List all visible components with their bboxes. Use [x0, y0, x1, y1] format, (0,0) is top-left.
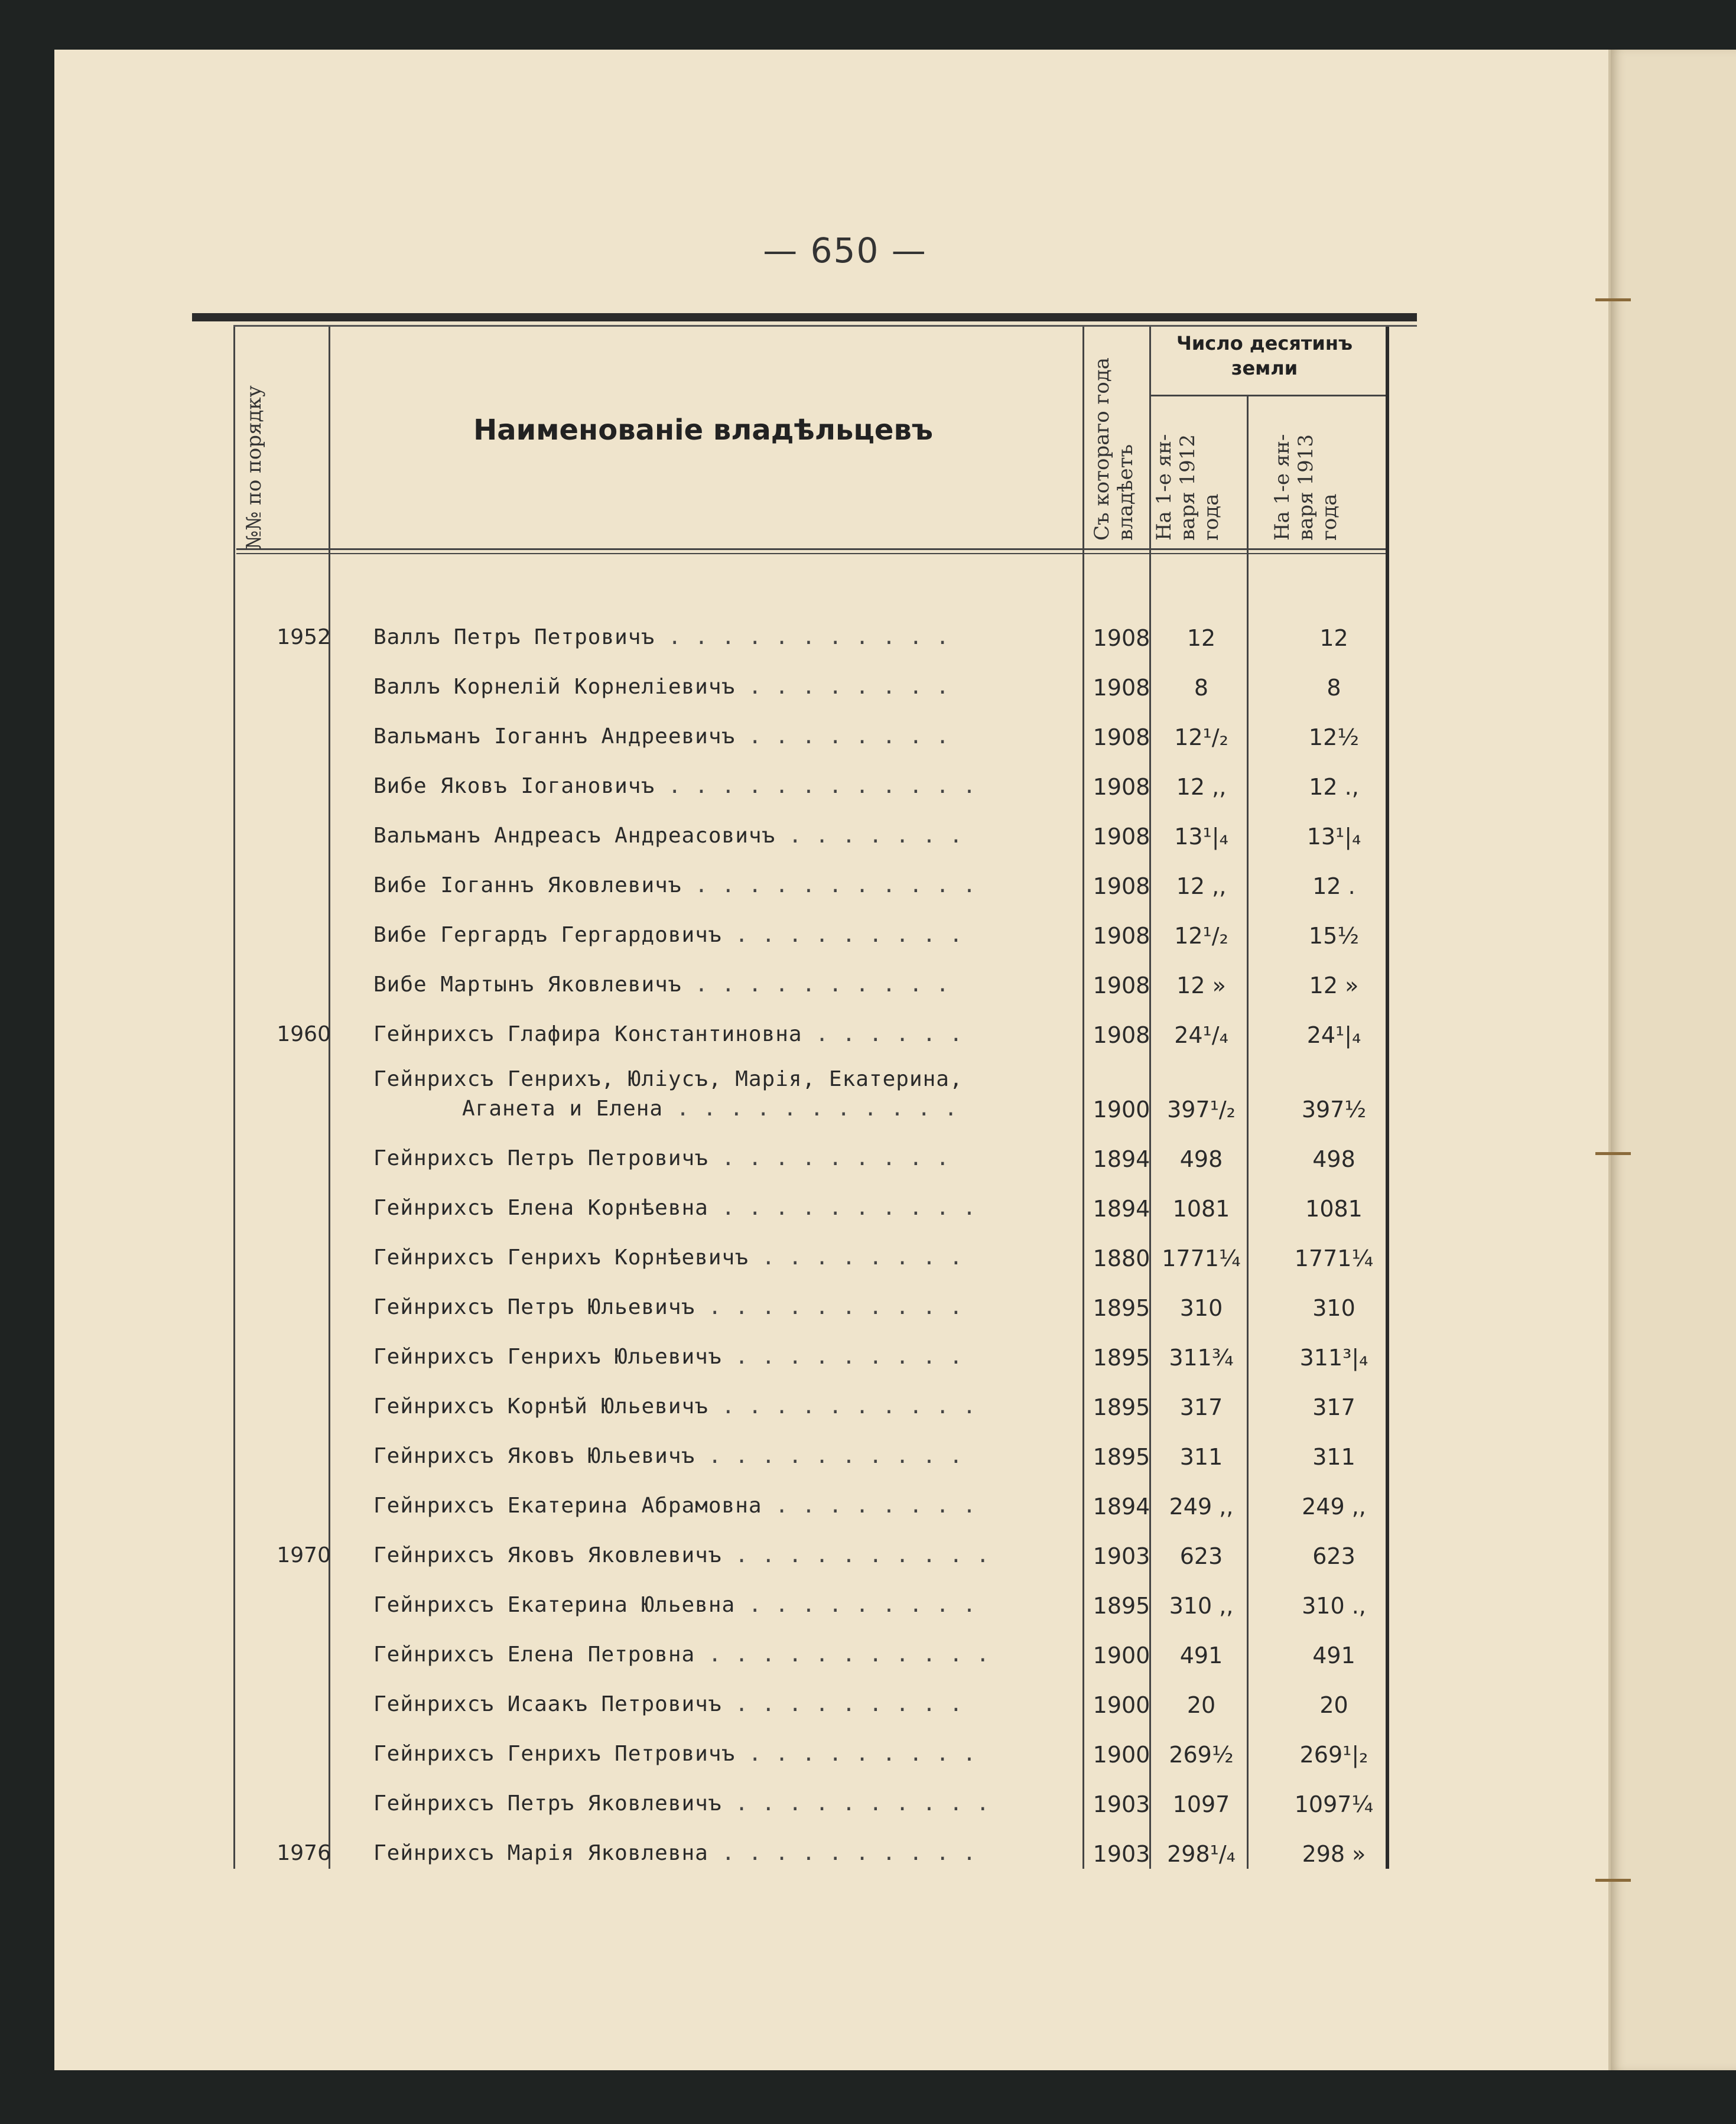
- owner-name-cell: [373, 873, 1071, 897]
- land-1912: 298¹/₄: [1167, 1841, 1236, 1867]
- owned-since-year: 1908: [1093, 972, 1150, 998]
- owner-name-cell: [373, 1742, 1071, 1766]
- owned-since-year: 1895: [1093, 1444, 1150, 1470]
- leader-dots: . . . . . . . . . .: [708, 1196, 977, 1220]
- header-since-line2: владѣетъ: [1114, 444, 1137, 541]
- owner-name-cell: [373, 1543, 1071, 1567]
- leader-dots: . . . . . . . . .: [721, 923, 963, 947]
- group-header-rule: [1149, 395, 1386, 396]
- land-1913: 1097¼: [1294, 1791, 1374, 1817]
- owner-name: Гейнрихсъ Генрихъ, Юліусъ, Марія, Екатерина,: [373, 1067, 963, 1091]
- owned-since-year: 1880: [1093, 1245, 1150, 1271]
- land-1912: 623: [1179, 1543, 1223, 1569]
- land-1913: 24¹|₄: [1306, 1022, 1361, 1048]
- col-divider-1912: [1247, 396, 1249, 1869]
- owner-name: Вибе Яковъ Іогановичъ: [373, 774, 655, 798]
- land-1912: 12: [1186, 625, 1216, 651]
- owner-name-cell: [373, 1841, 1071, 1865]
- land-1912: 317: [1179, 1394, 1223, 1420]
- header-jan1913-line3: года: [1318, 493, 1341, 541]
- owned-since-year: 1895: [1093, 1593, 1150, 1619]
- owner-name-cell: [373, 824, 1071, 848]
- owned-since-year: 1908: [1093, 774, 1150, 800]
- owner-name-cell: [373, 774, 1071, 798]
- land-1913: 298 »: [1302, 1841, 1366, 1867]
- land-1912: 397¹/₂: [1167, 1097, 1236, 1123]
- page-number: — 650 —: [763, 230, 927, 271]
- leader-dots: . . . . . . . . .: [721, 1692, 963, 1716]
- leader-dots: . . . . . . . . . . . .: [655, 774, 977, 798]
- owner-name: Гейнрихсъ Глафира Константиновна: [373, 1022, 802, 1046]
- leader-dots: . . . . . . . . . . .: [695, 1642, 990, 1667]
- owned-since-year: 1908: [1093, 923, 1150, 949]
- owner-name-cell: [373, 1692, 1071, 1716]
- owner-name: Валлъ Петръ Петровичъ: [373, 625, 655, 649]
- leader-dots: . . . . . . . .: [735, 724, 950, 749]
- leader-dots: . . . . . . . . .: [721, 1345, 963, 1369]
- owner-name-line2: Аганета и Елена: [462, 1097, 664, 1121]
- owned-since-year: 1908: [1093, 824, 1150, 850]
- land-1912: 269½: [1169, 1742, 1234, 1768]
- owner-name-cell: [373, 1295, 1071, 1319]
- owned-since-year: 1894: [1093, 1494, 1150, 1520]
- owned-since-year: 1908: [1093, 675, 1150, 701]
- header-jan1912-line3: года: [1199, 493, 1223, 541]
- owner-name: Валлъ Корнелій Корнеліевичъ: [373, 675, 736, 699]
- owned-since-year: 1900: [1093, 1097, 1150, 1123]
- owned-since-year: 1908: [1093, 625, 1150, 651]
- binding-clip: [1595, 1152, 1631, 1155]
- leader-dots: . . . . . .: [802, 1022, 963, 1046]
- land-1912: 12 ,,: [1176, 774, 1227, 800]
- land-1913: 12 .: [1312, 873, 1355, 899]
- owner-name: Вибе Гергардъ Гергардовичъ: [373, 923, 722, 947]
- owner-name-cell: [373, 972, 1071, 997]
- leader-dots: . . . . . . . . . .: [708, 1841, 977, 1865]
- owner-name-cell: [373, 1791, 1071, 1816]
- owner-name-cell: [373, 1196, 1071, 1220]
- owned-since-year: 1903: [1093, 1841, 1150, 1867]
- col-divider-number: [329, 327, 330, 1869]
- leader-dots: . . . . . . . .: [762, 1494, 977, 1518]
- owner-name: Гейнрихсъ Яковъ Яковлевичъ: [373, 1543, 722, 1567]
- owner-name: Гейнрихсъ Марія Яковлевна: [373, 1841, 708, 1865]
- owned-since-year: 1908: [1093, 873, 1150, 899]
- owner-name: Вибе Іоганнъ Яковлевичъ: [373, 873, 682, 897]
- header-since: [1090, 357, 1137, 541]
- owner-name: Гейнрихсъ Петръ Петровичъ: [373, 1146, 708, 1170]
- binding-clip: [1595, 298, 1631, 301]
- land-1913: 269¹|₂: [1299, 1742, 1368, 1768]
- land-1913: 249 ,,: [1302, 1494, 1366, 1520]
- owner-name: Вальманъ Іоганнъ Андреевичъ: [373, 724, 736, 749]
- owned-since-year: 1908: [1093, 724, 1150, 750]
- owner-name-cell: [373, 1494, 1071, 1518]
- header-jan1913-line1: На 1-е ян-: [1270, 434, 1294, 541]
- owner-name: Гейнрихсъ Елена Корнѣевна: [373, 1196, 708, 1220]
- owner-name: Гейнрихсъ Екатерина Юльевна: [373, 1593, 736, 1617]
- header-land-group: [1149, 331, 1380, 380]
- header-jan1912-line2: варя 1912: [1176, 434, 1199, 541]
- row-number: 1960: [277, 1022, 331, 1046]
- leader-dots: . . . . . . . . .: [708, 1146, 950, 1170]
- header-number: №№ по порядку: [242, 385, 266, 549]
- owner-name: Гейнрихсъ Корнѣй Юльевичъ: [373, 1394, 708, 1419]
- owner-name: Гейнрихсъ Яковъ Юльевичъ: [373, 1444, 695, 1468]
- owner-name-cell: [373, 1394, 1071, 1419]
- land-1912: 12¹/₂: [1174, 724, 1228, 750]
- leader-dots: . . . . . . . . . .: [721, 1543, 990, 1567]
- land-1912: 12 »: [1176, 972, 1226, 998]
- owner-name: Гейнрихсъ Генрихъ Петровичъ: [373, 1742, 736, 1766]
- header-bottom-rule: [236, 548, 1386, 550]
- land-1912: 491: [1179, 1642, 1223, 1668]
- owner-name: Гейнрихсъ Генрихъ Юльевичъ: [373, 1345, 722, 1369]
- binding-clip: [1595, 1879, 1631, 1882]
- leader-dots: . . . . . . . . .: [735, 1742, 977, 1766]
- land-1913: 12½: [1308, 724, 1360, 750]
- land-1913: 1081: [1305, 1196, 1363, 1222]
- land-1913: 12: [1319, 625, 1348, 651]
- land-1912: 498: [1179, 1146, 1223, 1172]
- land-1912: 311¾: [1169, 1345, 1234, 1371]
- leader-dots: . . . . . . . .: [735, 675, 950, 699]
- owned-since-year: 1908: [1093, 1022, 1150, 1048]
- land-1912: 310: [1179, 1295, 1223, 1321]
- owned-since-year: 1903: [1093, 1791, 1150, 1817]
- owner-name: Гейнрихсъ Петръ Яковлевичъ: [373, 1791, 722, 1816]
- owned-since-year: 1900: [1093, 1642, 1150, 1668]
- land-1912: 12¹/₂: [1174, 923, 1228, 949]
- owned-since-year: 1903: [1093, 1543, 1150, 1569]
- row-number: 1970: [277, 1543, 331, 1567]
- row-number: 1976: [277, 1841, 331, 1865]
- land-1913: 12 »: [1309, 972, 1359, 998]
- leader-dots: . . . . . . . . . . .: [655, 625, 950, 649]
- owner-name: Гейнрихсъ Елена Петровна: [373, 1642, 695, 1667]
- owner-name-cell: [373, 1642, 1071, 1667]
- owner-name: Гейнрихсъ Генрихъ Корнѣевичъ: [373, 1245, 749, 1270]
- leader-dots: . . . . . . .: [775, 824, 963, 848]
- land-1913: 397½: [1301, 1097, 1367, 1123]
- owner-name: Вибе Мартынъ Яковлевичъ: [373, 972, 682, 997]
- leader-dots: . . . . . . . .: [748, 1245, 963, 1270]
- leader-dots: . . . . . . . . . .: [681, 972, 950, 997]
- top-subrule: [233, 325, 1417, 327]
- owner-name-cell: [373, 675, 1071, 699]
- leader-dots: . . . . . . . . . . .: [681, 873, 977, 897]
- leader-dots: . . . . . . . . . .: [695, 1444, 963, 1468]
- land-1912: 310 ,,: [1169, 1593, 1234, 1619]
- owner-name: Вальманъ Андреасъ Андреасовичъ: [373, 824, 776, 848]
- land-1913: 311³|₄: [1299, 1345, 1368, 1371]
- land-1913: 8: [1327, 675, 1341, 701]
- land-1912: 24¹/₄: [1174, 1022, 1228, 1048]
- owner-name-cell: [373, 1593, 1071, 1617]
- header-land-line1: Число десятинъ: [1176, 332, 1353, 354]
- land-1912: 8: [1194, 675, 1209, 701]
- owned-since-year: 1900: [1093, 1742, 1150, 1768]
- land-1913: 311: [1312, 1444, 1355, 1470]
- owner-name-cell: [373, 923, 1071, 947]
- owner-name-continued: [462, 1097, 1159, 1121]
- owner-name-cell: [373, 1022, 1071, 1046]
- owner-name: Гейнрихсъ Петръ Юльевичъ: [373, 1295, 695, 1319]
- header-name: Наименованіе владѣльцевъ: [473, 414, 933, 447]
- land-1913: 310 .,: [1302, 1593, 1366, 1619]
- header-since-line1: Съ котораго года: [1090, 357, 1114, 541]
- owner-name-cell: [373, 1245, 1071, 1270]
- owner-name: Гейнрихсъ Исаакъ Петровичъ: [373, 1692, 722, 1716]
- land-1913: 20: [1319, 1692, 1348, 1718]
- leader-dots: . . . . . . . . . . .: [663, 1097, 958, 1121]
- owner-name: Гейнрихсъ Екатерина Абрамовна: [373, 1494, 762, 1518]
- land-1912: 311: [1179, 1444, 1223, 1470]
- land-1912: 20: [1186, 1692, 1216, 1718]
- land-1913: 15½: [1308, 923, 1360, 949]
- header-jan1913: [1270, 434, 1341, 541]
- leader-dots: . . . . . . . . . .: [695, 1295, 963, 1319]
- owned-since-year: 1895: [1093, 1295, 1150, 1321]
- land-1913: 1771¼: [1294, 1245, 1374, 1271]
- top-rule: [192, 313, 1417, 321]
- header-land-line2: земли: [1231, 357, 1298, 379]
- owned-since-year: 1894: [1093, 1196, 1150, 1222]
- land-1912: 249 ,,: [1169, 1494, 1234, 1520]
- land-1913: 498: [1312, 1146, 1355, 1172]
- land-1912: 1771¼: [1162, 1245, 1241, 1271]
- land-1912: 1081: [1172, 1196, 1230, 1222]
- owned-since-year: 1900: [1093, 1692, 1150, 1718]
- land-1913: 623: [1312, 1543, 1355, 1569]
- header-jan1913-line2: варя 1913: [1294, 434, 1318, 541]
- leader-dots: . . . . . . . . . .: [721, 1791, 990, 1816]
- land-1913: 13¹|₄: [1306, 824, 1361, 850]
- owner-name-cell: [373, 724, 1071, 749]
- header-jan1912-line1: На 1-е ян-: [1152, 434, 1176, 541]
- land-1913: 491: [1312, 1642, 1355, 1668]
- land-1913: 12 .,: [1309, 774, 1359, 800]
- owned-since-year: 1894: [1093, 1146, 1150, 1172]
- land-1912: 13¹|₄: [1174, 824, 1228, 850]
- land-1912: 1097: [1172, 1791, 1230, 1817]
- leader-dots: . . . . . . . . .: [735, 1593, 977, 1617]
- leader-dots: . . . . . . . . . .: [708, 1394, 977, 1419]
- header-jan1912: [1152, 434, 1223, 541]
- owner-name-cell: [373, 625, 1071, 649]
- land-1913: 317: [1312, 1394, 1355, 1420]
- land-1913: 310: [1312, 1295, 1355, 1321]
- land-1912: 12 ,,: [1176, 873, 1227, 899]
- owner-name-cell: [373, 1146, 1071, 1170]
- owned-since-year: 1895: [1093, 1394, 1150, 1420]
- left-border: [233, 327, 235, 1869]
- header-bottom-rule-2: [236, 553, 1386, 554]
- owned-since-year: 1895: [1093, 1345, 1150, 1371]
- owner-name-cell: [373, 1444, 1071, 1468]
- row-number: 1952: [277, 625, 331, 649]
- owner-name-cell: [373, 1345, 1071, 1369]
